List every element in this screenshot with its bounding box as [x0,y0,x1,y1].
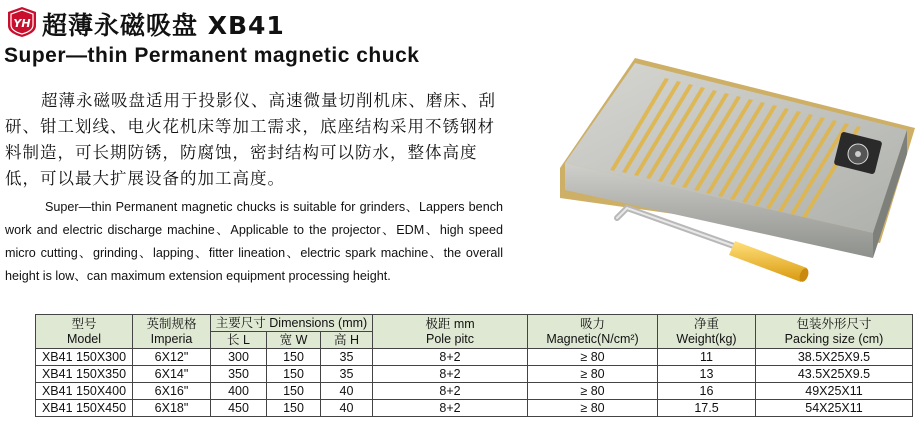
description-cn: 超薄永磁吸盘适用于投影仪、高速微量切削机床、磨床、刮研、钳工划线、电火花机床等加工需求，底座结构采用不锈钢材料制造，可长期防锈，防腐蚀，密封结构可以防水，整体高度低，可以最大扩展设备的加工高度。 [5,91,496,188]
cell-imperia: 6X16" [133,383,211,400]
cell-width: 150 [267,400,321,417]
col-weight: 净重 Weight(kg) [658,315,756,349]
cell-model: XB41 150X350 [36,366,133,383]
table-row [36,400,913,417]
cell-weight: 11 [658,349,756,366]
col-dimensions: 主要尺寸 Dimensions (mm) [211,315,373,332]
cell-magnetic: ≥ 80 [528,383,658,400]
cell-height: 40 [321,400,373,417]
col-pole-pitch: 极距 mm Pole pitc [373,315,528,349]
cell-packing: 49X25X11 [756,383,913,400]
cell-length: 450 [211,400,267,417]
cell-weight: 17.5 [658,400,756,417]
col-model: 型号 Model [36,315,133,349]
svg-text:YH: YH [13,17,31,30]
col-imperia: 英制规格 Imperia [133,315,211,349]
cell-weight: 16 [658,383,756,400]
cell-imperia: 6X18" [133,400,211,417]
cell-imperia: 6X14" [133,366,211,383]
col-height: 高 H [321,332,373,349]
cell-model: XB41 150X450 [36,400,133,417]
cell-magnetic: ≥ 80 [528,400,658,417]
cell-height: 40 [321,383,373,400]
cell-length: 300 [211,349,267,366]
cell-pole: 8+2 [373,383,528,400]
spec-table [35,314,913,417]
col-width: 宽 W [267,332,321,349]
cell-pole: 8+2 [373,349,528,366]
cell-packing: 43.5X25X9.5 [756,366,913,383]
page-title-cn: 超薄永磁吸盘 XB41 [42,11,285,40]
table-row [36,366,913,383]
cell-packing: 54X25X11 [756,400,913,417]
col-packing: 包装外形尺寸 Packing size (cm) [756,315,913,349]
cell-model: XB41 150X300 [36,349,133,366]
cell-width: 150 [267,366,321,383]
cell-magnetic: ≥ 80 [528,366,658,383]
cell-weight: 13 [658,366,756,383]
magnetic-chuck-image [555,58,915,283]
col-magnetic: 吸力 Magnetic(N/cm²) [528,315,658,349]
table-row [36,383,913,400]
cell-width: 150 [267,349,321,366]
cell-pole: 8+2 [373,400,528,417]
description-en: Super—thin Permanent magnetic chucks is suitable for grinders、Lappers bench work and electric discharge machine、Applicable to the projector、EDM、high speed micro cutting、grinding、lapping、fitter lineation、electric spark machine、the overall height is low、can maximum extension equipment processing height. [5,200,503,283]
cell-length: 400 [211,383,267,400]
cell-width: 150 [267,383,321,400]
cell-magnetic: ≥ 80 [528,349,658,366]
col-length: 长 L [211,332,267,349]
cell-length: 350 [211,366,267,383]
cell-model: XB41 150X400 [36,383,133,400]
cell-pole: 8+2 [373,366,528,383]
cell-imperia: 6X12" [133,349,211,366]
table-row [36,349,913,366]
cell-packing: 38.5X25X9.5 [756,349,913,366]
company-logo [5,6,39,38]
cell-height: 35 [321,366,373,383]
table-header-row [36,315,913,332]
page-title-en: Super—thin Permanent magnetic chuck [4,44,420,67]
cell-height: 35 [321,349,373,366]
